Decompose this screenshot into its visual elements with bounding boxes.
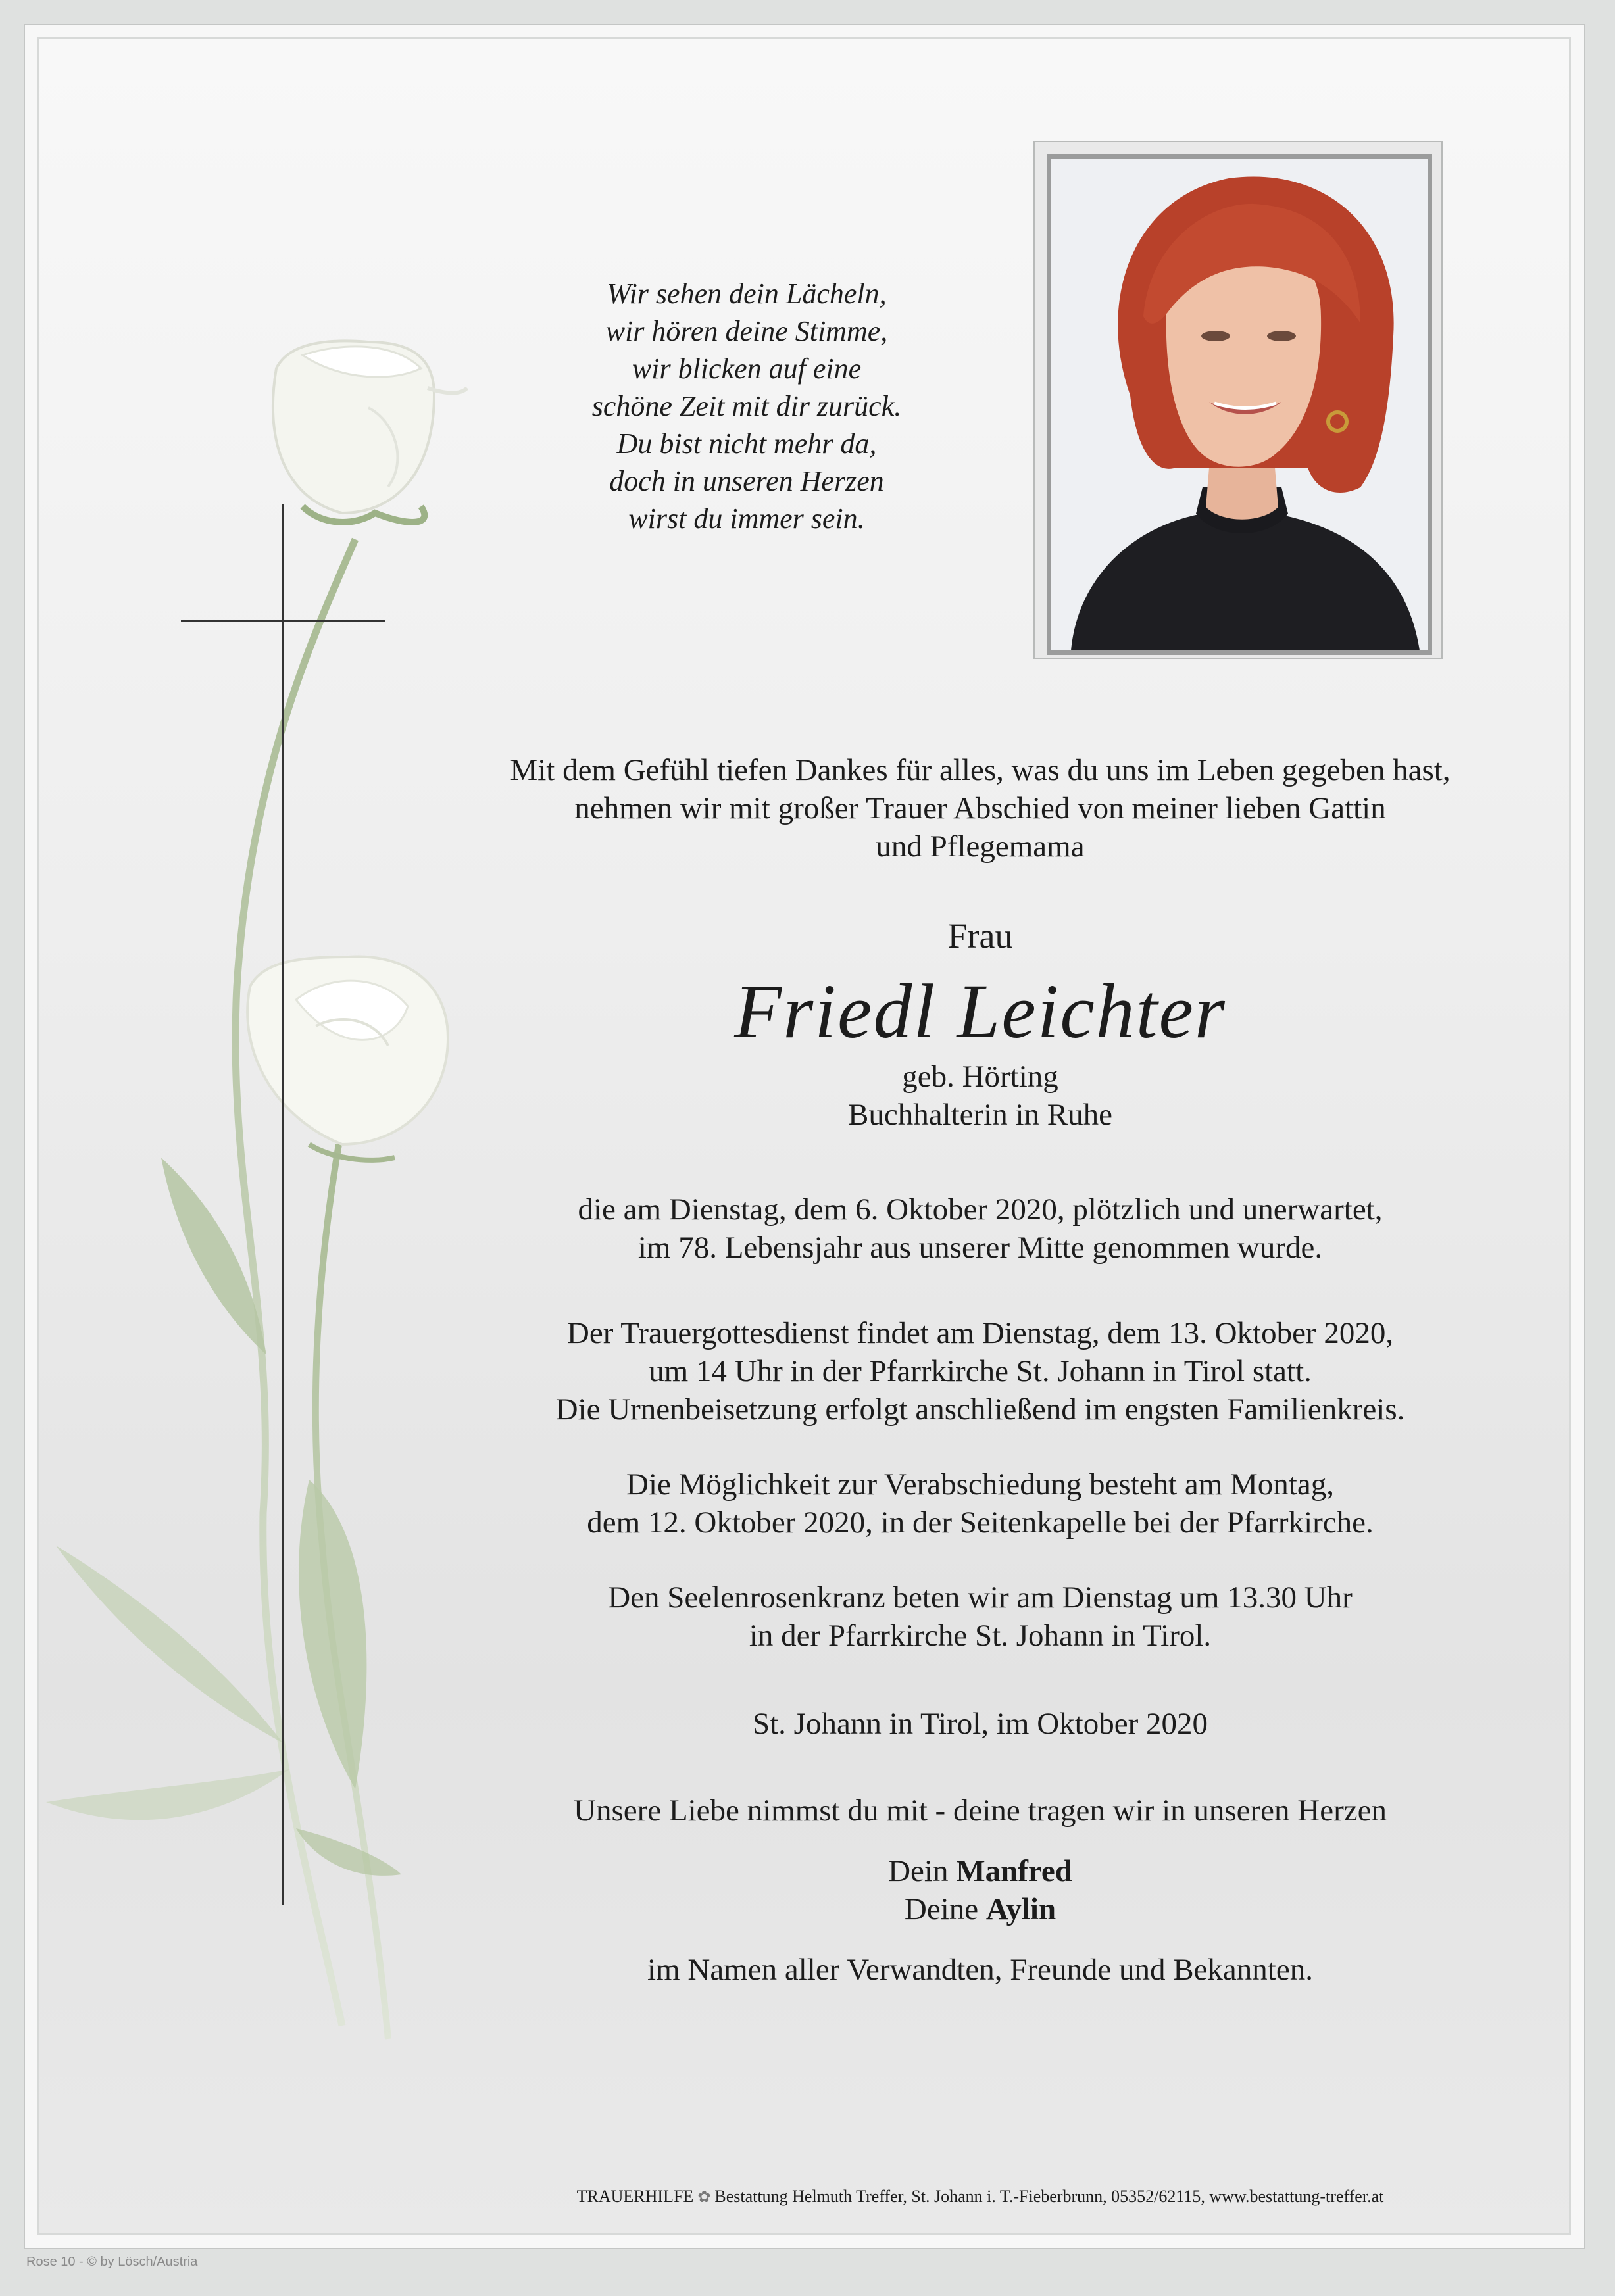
portrait-frame [1033,141,1443,659]
poem-line: wirst du immer sein. [628,502,865,535]
poem-line: wir blicken auf eine [632,353,862,385]
angel-icon: ✿ [697,2189,711,2206]
deceased-name: Friedl Leichter [734,968,1226,1054]
signer-prefix: Dein [888,1854,949,1888]
intro-line: Mit dem Gefühl tiefen Dankes für alles, was du uns im Leben gegeben hast, [510,753,1451,787]
farewell-line: dem 12. Oktober 2020, in der Seitenkapelle bei der Pfarrkirche. [587,1505,1374,1540]
love-line [421,1792,1539,1830]
poem-line: Du bist nicht mehr da, [616,427,877,460]
death-notice [421,1190,1539,1267]
intro-line: und Pflegemama [876,829,1085,864]
memorial-poem [460,275,1033,537]
signer-prefix: Deine [904,1892,979,1926]
poem-line: doch in unseren Herzen [609,465,884,497]
copyright-note: Rose 10 - © by Lösch/Austria [26,2255,198,2269]
family-text: im Namen aller Verwandten, Freunde und Bekannten. [647,1953,1313,1987]
love-text: Unsere Liebe nimmst du mit - deine tragen wir in unseren Herzen [574,1794,1387,1828]
signer-line [421,1852,1539,1890]
service-line: Die Urnenbeisetzung erfolgt anschließend im engsten Familienkreis. [555,1392,1405,1427]
signers [421,1852,1539,1928]
signer-line [421,1890,1539,1928]
service-line: um 14 Uhr in der Pfarrkirche St. Johann in Tirol statt. [649,1354,1312,1388]
footer-contact: Bestattung Helmuth Treffer, St. Johann i. T.-Fieberbrunn, 05352/62115, www.bestattung-treffer.at [714,2187,1384,2206]
footer-brand: TRAUERHILFE [576,2187,694,2206]
signer-name: Aylin [985,1892,1056,1926]
service-line: Der Trauergottesdienst findet am Dienstag, dem 13. Oktober 2020, [566,1316,1394,1350]
place-date [421,1705,1539,1743]
salutation: Frau [947,916,1013,956]
profession: Buchhalterin in Ruhe [847,1098,1113,1132]
death-line: die am Dienstag, dem 6. Oktober 2020, plötzlich und unerwartet, [578,1192,1383,1227]
funeral-home-footer [421,2187,1539,2207]
farewell-info [421,1465,1539,1542]
poem-line: Wir sehen dein Lächeln, [607,278,887,310]
maiden-name: geb. Hörting [902,1060,1058,1094]
farewell-line: Die Möglichkeit zur Verabschiedung besteht am Montag, [626,1467,1334,1502]
rosary-info [421,1578,1539,1655]
funeral-service-info [421,1314,1539,1429]
rosary-line: in der Pfarrkirche St. Johann in Tirol. [749,1619,1212,1653]
death-line: im 78. Lebensjahr aus unserer Mitte genommen wurde. [637,1231,1323,1265]
upper-rose [273,341,467,522]
portrait-photo [1047,154,1432,655]
intro-line: nehmen wir mit großer Trauer Abschied von meiner lieben Gattin [574,791,1386,825]
rosary-line: Den Seelenrosenkranz beten wir am Dienstag um 13.30 Uhr [608,1580,1353,1615]
birth-and-profession [421,1058,1539,1134]
intro-text [421,751,1539,866]
poem-line: schöne Zeit mit dir zurück. [591,390,902,422]
signer-name: Manfred [956,1854,1072,1888]
lower-rose [247,956,448,1160]
family-line [421,1951,1539,1989]
poem-line: wir hören deine Stimme, [605,315,888,347]
place-date-line: St. Johann in Tirol, im Oktober 2020 [752,1707,1208,1741]
